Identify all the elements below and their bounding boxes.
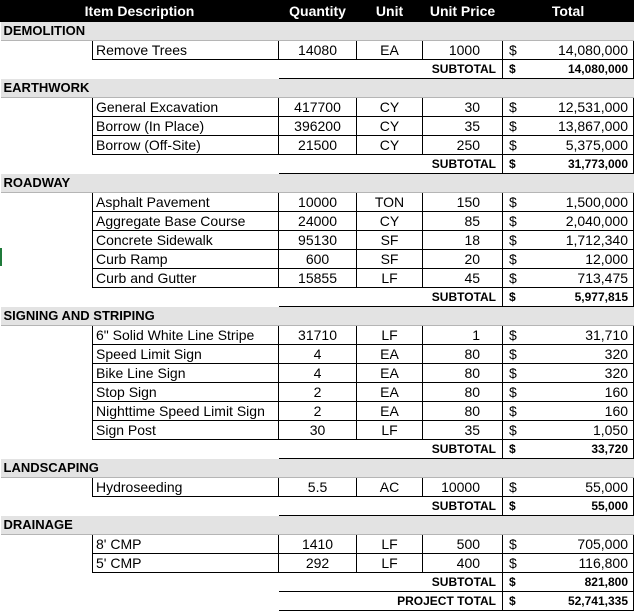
section-subtotal: 5,977,815 [531,288,634,307]
item-unit: LF [357,554,423,573]
item-description: 5' CMP [93,554,279,573]
row-selection-marker [0,248,2,266]
item-quantity: 292 [279,554,357,573]
subtotal-label: SUBTOTAL [279,60,503,79]
header-unit: Unit [357,1,423,22]
item-quantity: 15855 [279,269,357,288]
table-row [1,535,634,554]
indent-cell [1,98,93,117]
subtotal-row [1,60,634,79]
spacer-cell [1,440,279,459]
item-quantity: 24000 [279,212,357,231]
item-description: Curb and Gutter [93,269,279,288]
item-description: Remove Trees [93,41,279,60]
item-unit-price: 80 [423,383,503,402]
spacer-cell [1,573,279,592]
section-subtotal: 14,080,000 [531,60,634,79]
section-subtotal: 31,773,000 [531,155,634,174]
subtotal-label: SUBTOTAL [279,573,503,592]
item-unit-price: 1 [423,326,503,345]
currency-symbol: $ [503,535,531,554]
item-total: 713,475 [531,269,634,288]
section-name: ROADWAY [1,174,634,193]
currency-symbol: $ [503,497,531,516]
currency-symbol: $ [503,402,531,421]
item-total: 1,050 [531,421,634,440]
section-header-row [1,516,634,535]
item-unit-price: 35 [423,421,503,440]
currency-symbol: $ [503,573,531,592]
indent-cell [1,41,93,60]
project-total-label: PROJECT TOTAL [279,592,503,611]
item-quantity: 95130 [279,231,357,250]
item-unit: AC [357,478,423,497]
header-item-description: Item Description [1,1,279,22]
subtotal-row [1,288,634,307]
item-unit-price: 35 [423,117,503,136]
indent-cell [1,250,93,269]
currency-symbol: $ [503,383,531,402]
item-description: Asphalt Pavement [93,193,279,212]
currency-symbol: $ [503,117,531,136]
item-quantity: 1410 [279,535,357,554]
subtotal-label: SUBTOTAL [279,497,503,516]
item-unit-price: 400 [423,554,503,573]
subtotal-row [1,573,634,592]
item-unit: CY [357,212,423,231]
subtotal-label: SUBTOTAL [279,155,503,174]
section-header-row [1,79,634,98]
item-unit-price: 30 [423,98,503,117]
currency-symbol: $ [503,592,531,611]
item-quantity: 30 [279,421,357,440]
header-total: Total [503,1,634,22]
item-unit-price: 150 [423,193,503,212]
item-quantity: 5.5 [279,478,357,497]
item-description: Curb Ramp [93,250,279,269]
project-total-row [1,592,634,611]
item-total: 14,080,000 [531,41,634,60]
item-description: Sign Post [93,421,279,440]
section-name: DEMOLITION [1,22,634,41]
item-unit-price: 80 [423,402,503,421]
subtotal-row [1,440,634,459]
item-description: Speed Limit Sign [93,345,279,364]
item-total: 160 [531,402,634,421]
item-unit: EA [357,41,423,60]
section-subtotal: 33,720 [531,440,634,459]
project-total-value: 52,741,335 [531,592,634,611]
item-quantity: 417700 [279,98,357,117]
indent-cell [1,421,93,440]
indent-cell [1,269,93,288]
currency-symbol: $ [503,326,531,345]
section-name: LANDSCAPING [1,459,634,478]
table-row [1,136,634,155]
indent-cell [1,326,93,345]
currency-symbol: $ [503,554,531,573]
section-name: DRAINAGE [1,516,634,535]
table-row [1,250,634,269]
spacer-cell [1,60,279,79]
table-row [1,231,634,250]
currency-symbol: $ [503,136,531,155]
item-unit: EA [357,402,423,421]
item-unit: CY [357,117,423,136]
item-unit-price: 45 [423,269,503,288]
item-description: Nighttime Speed Limit Sign [93,402,279,421]
item-description: Aggregate Base Course [93,212,279,231]
item-unit: LF [357,269,423,288]
spacer-cell [1,155,279,174]
currency-symbol: $ [503,60,531,79]
table-row [1,554,634,573]
item-total: 5,375,000 [531,136,634,155]
indent-cell [1,231,93,250]
item-total: 12,000 [531,250,634,269]
item-description: Borrow (In Place) [93,117,279,136]
item-total: 31,710 [531,326,634,345]
item-total: 2,040,000 [531,212,634,231]
header-row [1,1,634,22]
currency-symbol: $ [503,41,531,60]
table-row [1,326,634,345]
currency-symbol: $ [503,345,531,364]
item-quantity: 4 [279,364,357,383]
indent-cell [1,383,93,402]
item-quantity: 2 [279,402,357,421]
currency-symbol: $ [503,98,531,117]
section-subtotal: 821,800 [531,573,634,592]
table-row [1,41,634,60]
header-quantity: Quantity [279,1,357,22]
currency-symbol: $ [503,212,531,231]
currency-symbol: $ [503,250,531,269]
currency-symbol: $ [503,231,531,250]
section-header-row [1,22,634,41]
item-description: Hydroseeding [93,478,279,497]
indent-cell [1,193,93,212]
item-unit-price: 10000 [423,478,503,497]
indent-cell [1,364,93,383]
item-unit-price: 500 [423,535,503,554]
indent-cell [1,478,93,497]
subtotal-label: SUBTOTAL [279,440,503,459]
item-description: Borrow (Off-Site) [93,136,279,155]
indent-cell [1,117,93,136]
table-row [1,269,634,288]
table-row [1,364,634,383]
indent-cell [1,345,93,364]
table-row [1,98,634,117]
table-row [1,345,634,364]
indent-cell [1,402,93,421]
item-total: 116,800 [531,554,634,573]
item-quantity: 4 [279,345,357,364]
currency-symbol: $ [503,288,531,307]
item-unit: EA [357,345,423,364]
table-row [1,421,634,440]
item-unit-price: 250 [423,136,503,155]
table-row [1,193,634,212]
item-unit-price: 85 [423,212,503,231]
item-unit: LF [357,535,423,554]
item-quantity: 31710 [279,326,357,345]
table-row [1,402,634,421]
indent-cell [1,554,93,573]
item-unit: CY [357,136,423,155]
item-quantity: 14080 [279,41,357,60]
section-header-row [1,174,634,193]
spacer-cell [1,288,279,307]
indent-cell [1,535,93,554]
item-quantity: 10000 [279,193,357,212]
item-total: 160 [531,383,634,402]
item-total: 55,000 [531,478,634,497]
subtotal-row [1,497,634,516]
currency-symbol: $ [503,440,531,459]
item-total: 1,712,340 [531,231,634,250]
table-row [1,117,634,136]
subtotal-row [1,155,634,174]
spacer-cell [1,497,279,516]
indent-cell [1,212,93,231]
item-unit-price: 80 [423,364,503,383]
item-description: General Excavation [93,98,279,117]
currency-symbol: $ [503,269,531,288]
item-unit-price: 80 [423,345,503,364]
item-total: 320 [531,364,634,383]
item-description: 8' CMP [93,535,279,554]
table-row [1,478,634,497]
item-unit: LF [357,421,423,440]
item-total: 13,867,000 [531,117,634,136]
currency-symbol: $ [503,364,531,383]
item-unit: TON [357,193,423,212]
item-unit-price: 20 [423,250,503,269]
item-unit: SF [357,250,423,269]
currency-symbol: $ [503,155,531,174]
indent-cell [1,136,93,155]
item-unit: LF [357,326,423,345]
item-unit: EA [357,383,423,402]
item-unit: CY [357,98,423,117]
item-description: Concrete Sidewalk [93,231,279,250]
item-quantity: 21500 [279,136,357,155]
item-total: 705,000 [531,535,634,554]
item-unit-price: 18 [423,231,503,250]
section-name: SIGNING AND STRIPING [1,307,634,326]
subtotal-label: SUBTOTAL [279,288,503,307]
section-name: EARTHWORK [1,79,634,98]
item-description: Bike Line Sign [93,364,279,383]
spacer-cell [1,592,279,611]
section-header-row [1,307,634,326]
item-unit: EA [357,364,423,383]
section-header-row [1,459,634,478]
item-quantity: 2 [279,383,357,402]
item-unit: SF [357,231,423,250]
header-unit-price: Unit Price [423,1,503,22]
item-total: 1,500,000 [531,193,634,212]
item-quantity: 600 [279,250,357,269]
item-description: 6" Solid White Line Stripe [93,326,279,345]
item-total: 12,531,000 [531,98,634,117]
item-quantity: 396200 [279,117,357,136]
currency-symbol: $ [503,421,531,440]
item-total: 320 [531,345,634,364]
item-unit-price: 1000 [423,41,503,60]
item-description: Stop Sign [93,383,279,402]
table-row [1,383,634,402]
table-row [1,212,634,231]
currency-symbol: $ [503,478,531,497]
section-subtotal: 55,000 [531,497,634,516]
currency-symbol: $ [503,193,531,212]
